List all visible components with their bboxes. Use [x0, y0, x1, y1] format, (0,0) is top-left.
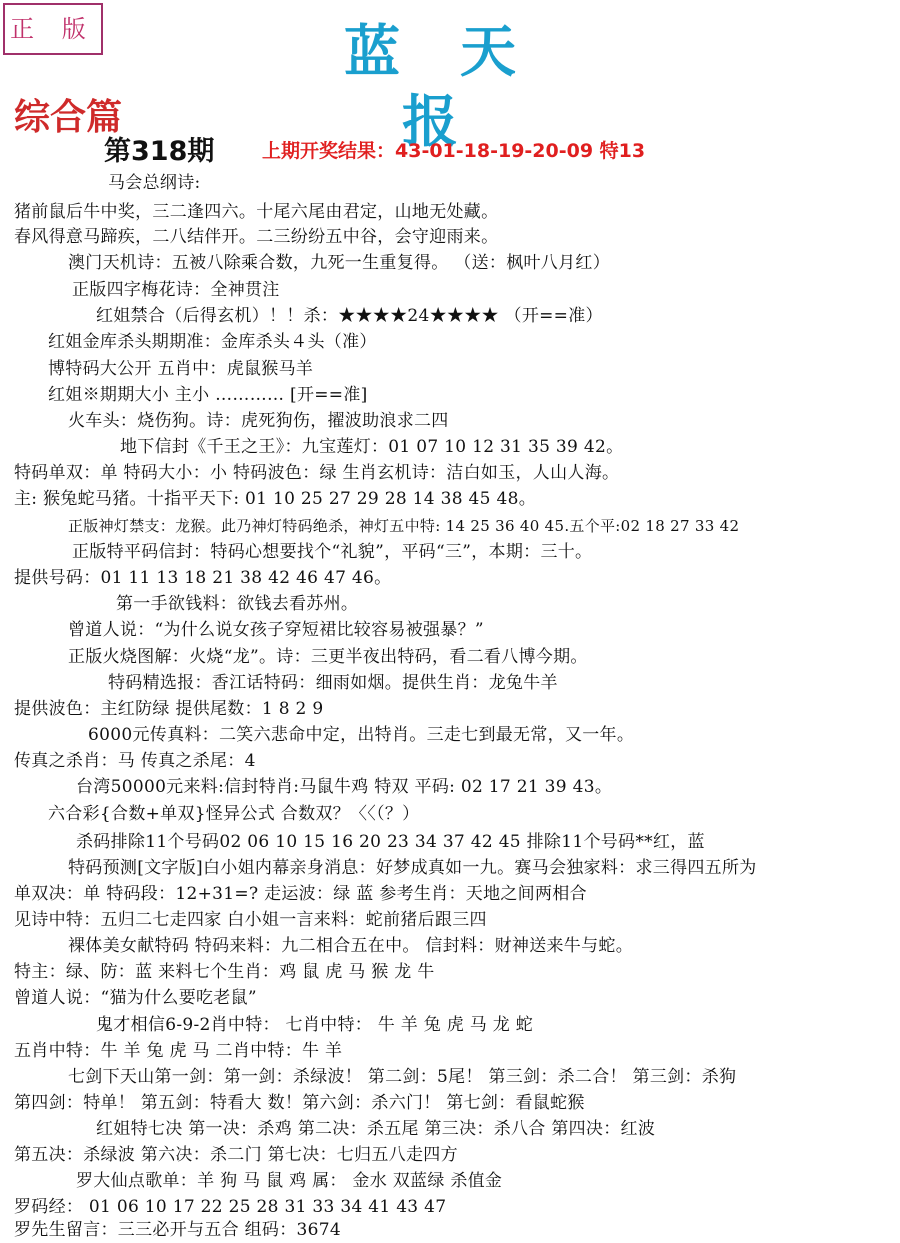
text-line: 春风得意马蹄疾，二八结伴开。二三纷纷五中谷，会守迎雨来。 — [14, 227, 499, 247]
text-line: 火车头：烧伤狗。诗：虎死狗伤，擢波助浪求二四 — [68, 411, 449, 431]
text-line: 曾道人说：“为什么说女孩子穿短裙比较容易被强暴？” — [68, 620, 484, 640]
text-line: 第一手欲钱料：欲钱去看苏州。 — [116, 594, 359, 614]
text-line: 博特码大公开 五肖中：虎鼠猴马羊 — [48, 359, 314, 379]
text-line: 鬼才相信6-9-2肖中特： 七肖中特： 牛 羊 兔 虎 马 龙 蛇 — [96, 1015, 534, 1035]
section-title: 综合篇 — [14, 97, 123, 138]
text-line: 马会总纲诗: — [108, 173, 201, 193]
text-line: 红姐特七决 第一决：杀鸡 第二决：杀五尾 第三决：杀八合 第四决：红波 — [96, 1119, 656, 1139]
text-line: 特码单双：单 特码大小：小 特码波色：绿 生肖玄机诗：洁白如玉，人山人海。 — [14, 463, 620, 483]
text-line: 罗先生留言：三三必开与五合 组码：3674 — [14, 1220, 341, 1240]
text-line: 特码精选报：香江话特码：细雨如烟。提供生肖：龙兔牛羊 — [108, 673, 558, 693]
text-line: 6000元传真料：二笑六悲命中定，出特肖。三走七到最无常，又一年。 — [88, 725, 635, 745]
text-line: 正版神灯禁支：龙猴。此乃神灯特码绝杀，神灯五中特: 14 25 36 40 45.五个平:02 18 27 33 42 — [68, 517, 740, 535]
text-line: 正版四字梅花诗：全神贯注 — [72, 280, 280, 300]
text-line: 提供号码：01 11 13 18 21 38 42 46 47 46。 — [14, 568, 392, 588]
text-line: 澳门天机诗：五被八除乘合数，九死一生重复得。 （送：枫叶八月红） — [68, 253, 611, 273]
text-line: 六合彩{合数+单双}怪异公式 合数双？〈〈（？） — [48, 804, 420, 824]
text-line: 第四剑：特单！ 第五剑：特看大 数！第六剑：杀六门！ 第七剑：看鼠蛇猴 — [14, 1093, 585, 1113]
text-line: 第五决：杀绿波 第六决：杀二门 第七决：七归五八走四方 — [14, 1145, 458, 1165]
text-line: 罗码经： 01 06 10 17 22 25 28 31 33 34 41 43 47 — [14, 1197, 447, 1217]
text-line: 杀码排除11个号码02 06 10 15 16 20 23 34 37 42 45 排除11个号码**红，蓝 — [76, 832, 705, 852]
text-line: 罗大仙点歌单：羊 狗 马 鼠 鸡 属： 金水 双蓝绿 杀值金 — [76, 1171, 503, 1191]
text-line: 红姐※期期大小 主小 ………… [开==准] — [48, 385, 368, 405]
text-line: 传真之杀肖：马 传真之杀尾：4 — [14, 751, 256, 771]
text-line: 猪前鼠后牛中奖，三二逢四六。十尾六尾由君定，山地无处藏。 — [14, 202, 499, 222]
text-line: 七剑下天山第一剑：第一剑：杀绿波！ 第二剑：5尾！ 第三剑：杀二合！ 第三剑：杀狗 — [68, 1067, 737, 1087]
text-line: 红姐禁合（后得玄机）！！杀：★★★★24★★★★ （开==准） — [96, 306, 603, 326]
text-line: 五肖中特：牛 羊 兔 虎 马 二肖中特：牛 羊 — [14, 1041, 343, 1061]
text-line: 红姐金库杀头期期准：金库杀头４头（准） — [48, 332, 377, 352]
masthead-title: 蓝天报 — [344, 20, 576, 155]
text-line: 正版特平码信封：特码心想要找个“礼貌”，平码“三”，本期：三十。 — [72, 542, 593, 562]
text-line: 见诗中特：五归二七走四家 白小姐一言来料：蛇前猪后跟三四 — [14, 910, 487, 930]
issue-number: 第318期 — [104, 136, 215, 167]
text-line: 曾道人说：“猫为什么要吃老鼠” — [14, 988, 257, 1008]
text-line: 特主：绿、防：蓝 来料七个生肖：鸡 鼠 虎 马 猴 龙 牛 — [14, 962, 435, 982]
text-line: 地下信封《千王之王》：九宝莲灯：01 07 10 12 31 35 39 42。 — [120, 437, 624, 457]
genuine-badge: 正 版 — [3, 3, 103, 55]
text-line: 主: 猴兔蛇马猪。十指平天下: 01 10 25 27 29 28 14 38 45 48。 — [14, 489, 537, 509]
text-line: 单双决：单 特码段：12+31=? 走运波：绿 蓝 参考生肖：天地之间两相合 — [14, 884, 587, 904]
text-line: 提供波色：主红防绿 提供尾数：1 8 2 9 — [14, 699, 324, 719]
text-line: 特码预测[文字版]白小姐内幕亲身消息：好梦成真如一九。赛马会独家料：求三得四五所为 — [68, 858, 757, 878]
text-line: 裸体美女献特码 特码来料：九二相合五在中。 信封料：财神送来牛与蛇。 — [68, 936, 634, 956]
last-draw-result: 上期开奖结果：43-01-18-19-20-09 特13 — [262, 140, 646, 162]
text-line: 台湾50000元来料:信封特肖:马鼠牛鸡 特双 平码: 02 17 21 39 43。 — [76, 777, 613, 797]
text-line: 正版火烧图解：火烧“龙”。诗：三更半夜出特码，看二看八博今期。 — [68, 647, 588, 667]
